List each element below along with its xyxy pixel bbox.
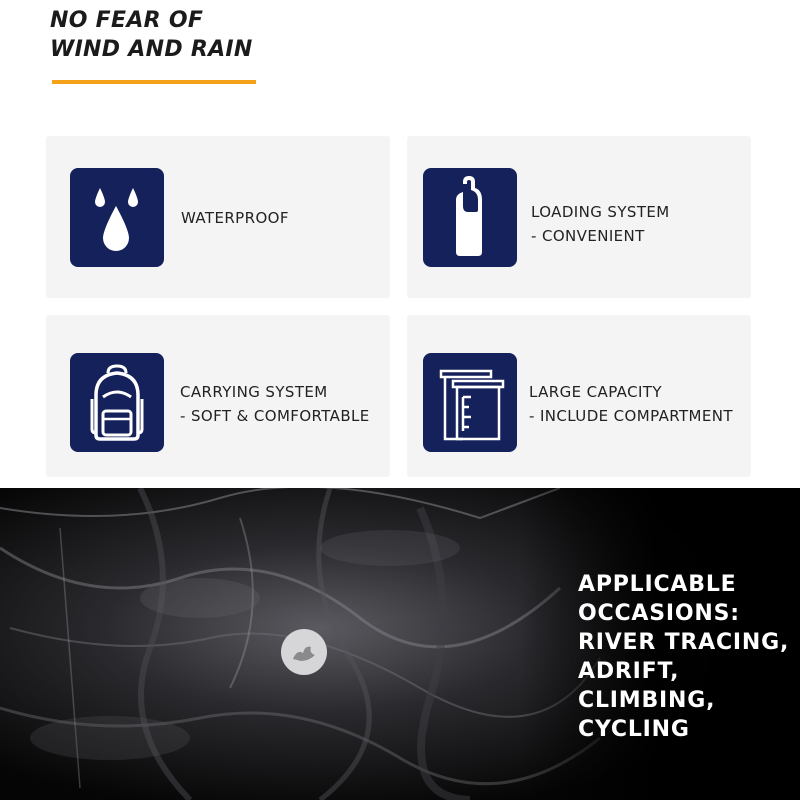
water-drops-icon (70, 168, 164, 267)
feature-line: WATERPROOF (181, 209, 289, 227)
feature-label-loading-system (531, 200, 670, 248)
headline-line-2: WIND AND RAIN (50, 37, 253, 62)
feature-line: - SOFT & COMFORTABLE (180, 407, 370, 425)
headline-line-1: NO FEAR OF (50, 8, 204, 33)
feature-line: LOADING SYSTEM (531, 203, 670, 221)
brand-logo (281, 629, 327, 675)
feature-label-carrying-system (180, 380, 370, 428)
feature-line: CARRYING SYSTEM (180, 383, 328, 401)
applicable-occasions (578, 570, 789, 744)
feature-card-carrying-system (46, 315, 390, 477)
occasions-line: OCCASIONS: (578, 601, 740, 626)
feature-line: - CONVENIENT (531, 227, 645, 245)
hook-hanger-icon (423, 168, 517, 267)
feature-label-large-capacity (529, 380, 733, 428)
feature-card-large-capacity (407, 315, 751, 477)
accent-bar (52, 80, 256, 84)
feature-card-waterproof (46, 136, 390, 298)
occasions-line: CLIMBING, (578, 688, 716, 713)
feature-card-loading-system (407, 136, 751, 298)
feature-line: LARGE CAPACITY (529, 383, 662, 401)
occasions-line: RIVER TRACING, (578, 630, 790, 655)
feature-label-waterproof (181, 206, 289, 230)
occasions-line: APPLICABLE (578, 572, 737, 597)
occasions-line: CYCLING (578, 717, 690, 742)
feature-line: - INCLUDE COMPARTMENT (529, 407, 733, 425)
backpack-icon (70, 353, 164, 452)
measuring-container-icon (423, 353, 517, 452)
product-photo (0, 488, 800, 800)
occasions-line: ADRIFT, (578, 659, 680, 684)
headline (50, 6, 253, 64)
